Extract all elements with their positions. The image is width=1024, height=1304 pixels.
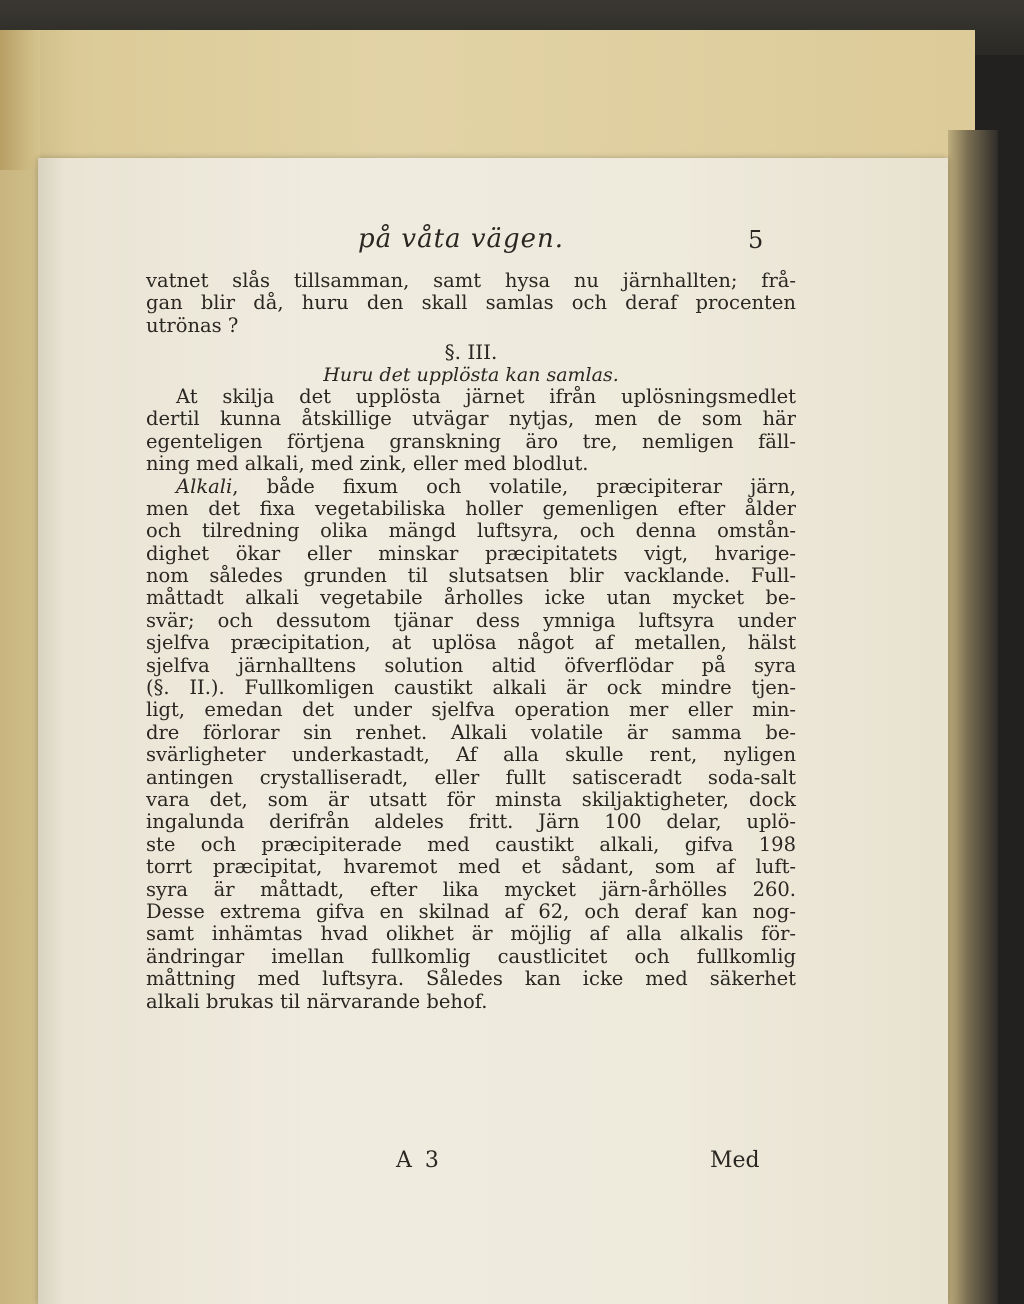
text-line: ingalunda derifrån aldeles fritt. Järn 100 delar, uplö-: [146, 810, 796, 834]
text-line: sjelfva præcipitation, at uplösa något af metallen, hälst: [146, 631, 796, 655]
page-footer: [38, 1148, 948, 1178]
text-line: och tilredning olika mängd luftsyra, och denna omstån-: [146, 519, 796, 543]
text-line: alkali brukas til närvarande behof.: [146, 989, 488, 1013]
text-line: ligt, emedan det under sjelfva operation mer eller min-: [146, 698, 796, 722]
catchword: Med: [710, 1148, 760, 1173]
text-line: nom således grunden til slutsatsen blir vacklande. Full-: [146, 564, 796, 588]
section-heading: Huru det upplösta kan samlas.: [323, 363, 619, 386]
text-line: dertil kunna åtskillige utvägar nytjas, men de som här: [146, 407, 796, 431]
running-head: [38, 224, 948, 264]
text-line: svärligheter underkastadt, Af alla skulle rent, nyligen: [146, 743, 796, 767]
text-line: gan blir då, huru den skall samlas och deraf procenten: [146, 291, 796, 315]
text-line: egenteligen förtjena granskning äro tre, nemligen fäll-: [146, 429, 796, 453]
text-line: vatnet slås tillsamman, samt hysa nu järnhallten; frå-: [146, 269, 796, 292]
text-line: ändringar imellan fullkomlig caustlicitet och fullkomlig: [146, 944, 796, 968]
text-line: ning med alkali, med zink, eller med blodlut.: [146, 452, 589, 476]
text-line: men det fixa vegetabiliska holler gemenligen efter ålder: [146, 496, 796, 520]
text-line: utrönas ?: [146, 313, 239, 337]
text-line: måttadt alkali vegetabile årholles icke utan mycket be-: [146, 586, 796, 610]
text-line: ste och præcipiterade med caustikt alkali, gifva 198: [146, 832, 796, 856]
paragraph-start: [146, 476, 796, 498]
text-line: Desse extrema gifva en skilnad af 62, och deraf kan nog-: [146, 899, 796, 923]
text-line: dre förlorar sin renhet. Alkali volatile är samma be-: [146, 720, 796, 744]
text-line: torrt præcipitat, hvaremot med et sådant, som af luft-: [146, 855, 796, 879]
text-line: svär; och dessutom tjänar dess ymniga luftsyra under: [146, 608, 796, 632]
text-line: (§. II.). Fullkomligen caustikt alkali är ock mindre tjen-: [146, 676, 796, 700]
text-fragment: , både fixum och volatile, præcipiterar järn,: [232, 474, 796, 498]
body-text: [146, 270, 796, 1013]
section-number: §. III.: [444, 340, 498, 365]
book-page: [38, 158, 948, 1304]
running-head-title: på våta vägen.: [358, 224, 565, 254]
text-line: syra är måttadt, efter lika mycket järn-århölles 260.: [146, 877, 796, 901]
text-line: vara det, som är utsatt för minsta skiljaktigheter, dock: [146, 787, 796, 811]
text-line: At skilja det upplösta järnet ifrån uplösningsmedlet: [176, 384, 796, 408]
italic-term: Alkali: [176, 474, 233, 498]
book-edge-right: [948, 130, 998, 1304]
text-line: sjelfva järnhalltens solution altid öfverflödar på syra: [146, 653, 796, 677]
text-line: antingen crystalliseradt, eller fullt satisceradt soda-salt: [146, 765, 796, 789]
page-spine-shadow: [0, 30, 40, 170]
text-line: dighet ökar eller minskar præcipitatets vigt, hvarige-: [146, 541, 796, 565]
text-line: måttning med luftsyra. Således kan icke med säkerhet: [146, 967, 796, 991]
text-line: samt inhämtas hvad olikhet är möjlig af alla alkalis för-: [146, 922, 796, 946]
signature-mark: A 3: [396, 1148, 442, 1173]
page-number: 5: [748, 226, 764, 254]
